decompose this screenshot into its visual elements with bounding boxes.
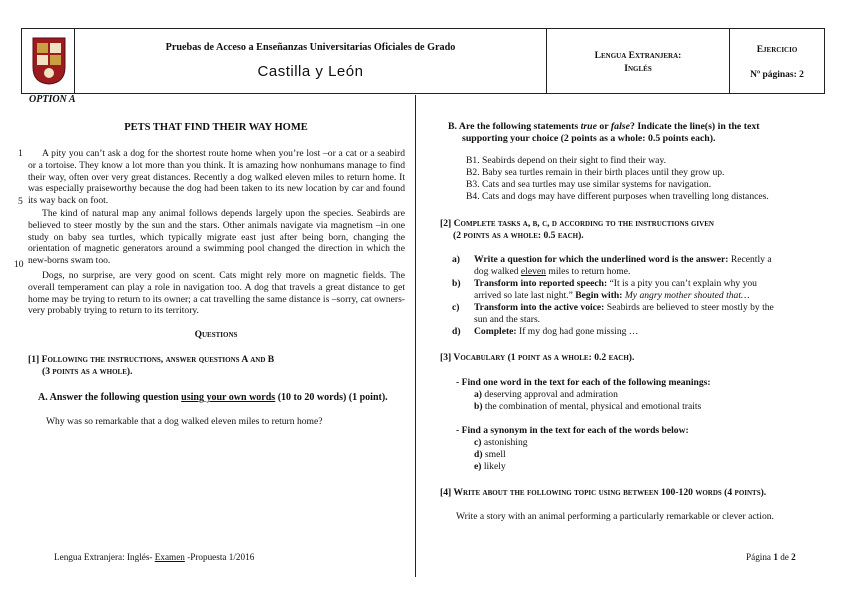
page-number: 1 xyxy=(773,552,778,562)
q3-title: Vocabulary (1 point as a whole: 0.2 each). xyxy=(453,352,635,363)
vocab-e-text: likely xyxy=(481,461,506,472)
task-d xyxy=(452,326,639,338)
task-c xyxy=(452,302,774,314)
task-a-post: miles to return home. xyxy=(545,266,631,277)
university-crest-icon xyxy=(32,37,66,85)
task-c-text1: Seabirds are believed to steer mostly by the xyxy=(604,302,774,313)
qa-suffix: (10 to 20 words) (1 point). xyxy=(275,392,388,403)
task-b xyxy=(452,278,757,290)
task-b-label: b) xyxy=(452,278,461,289)
qb-true: true xyxy=(580,121,597,132)
exam-title: Pruebas de Acceso a Enseñanzas Universitarias Oficiales de Grado xyxy=(165,42,456,53)
q2-instructions: Complete tasks a, b, c, d according to the instructions given xyxy=(453,218,714,229)
page-total: 2 xyxy=(791,552,796,562)
task-b-line2 xyxy=(474,290,750,302)
q1-number: [1] xyxy=(28,354,40,365)
qa-underlined: using your own words xyxy=(181,392,276,403)
subject-line2: Inglés xyxy=(624,64,652,74)
page-indicator xyxy=(746,552,796,564)
qb-rest: ? Indicate the line(s) in the text xyxy=(629,121,760,132)
vocab-e xyxy=(474,461,506,473)
vocab-a-text: deserving approval and admiration xyxy=(482,389,618,400)
q2-heading xyxy=(440,218,714,230)
footer-left xyxy=(54,552,254,564)
statement-b3: B3. Cats and sea turtles may use similar systems for navigation. xyxy=(466,179,712,190)
footer-proposal: -Propuesta 1/2016 xyxy=(184,552,255,562)
vocab-c-text: astonishing xyxy=(481,437,528,448)
statement-b2: B2. Baby sea turtles remain in their birth places until they grow up. xyxy=(466,167,725,178)
vocab-d xyxy=(474,449,506,461)
q1-instructions: Following the instructions, answer questions A and B xyxy=(41,354,275,365)
vocab-synonyms-heading: - Find a synonym in the text for each of the words below: xyxy=(456,425,689,436)
vocab-c xyxy=(474,437,528,449)
task-b-italic: My angry mother shouted that… xyxy=(622,290,750,301)
task-a-line2 xyxy=(474,266,630,278)
task-d-label: d) xyxy=(452,326,461,337)
task-a-pre: dog walked xyxy=(474,266,521,277)
vocab-meanings-heading: - Find one word in the text for each of the following meanings: xyxy=(456,377,711,388)
vocab-c-label: c) xyxy=(474,437,482,448)
vocab-b-text: the combination of mental, physical and emotional traits xyxy=(482,401,702,412)
task-a xyxy=(452,254,812,266)
q4-number: [4] xyxy=(440,487,452,498)
page-count: Nº páginas: 2 xyxy=(750,70,804,80)
question-a xyxy=(38,392,388,404)
task-c-label: c) xyxy=(452,302,460,313)
reading-title: PETS THAT FIND THEIR WAY HOME xyxy=(124,122,308,133)
q4-text: Write a story with an animal performing a particularly remarkable or clever action. xyxy=(456,511,774,522)
task-d-instruction: Complete: xyxy=(474,326,517,337)
footer-subject: Lengua Extranjera: Inglés- xyxy=(54,552,155,562)
vocab-d-label: d) xyxy=(474,449,483,460)
statement-b4: B4. Cats and dogs may have different purposes when travelling long distances. xyxy=(466,191,769,202)
q1-points: (3 points as a whole). xyxy=(42,366,133,377)
q4-heading xyxy=(440,487,766,499)
task-d-text: If my dog had gone missing … xyxy=(516,326,639,337)
task-a-instruction: Write a question for which the underlined word is the answer: xyxy=(474,254,729,265)
subject-cell xyxy=(547,29,730,93)
qb-prefix: B. Are the following statements xyxy=(448,121,581,132)
line-number: 10 xyxy=(14,259,24,270)
task-b-begin: Begin with: xyxy=(572,290,623,301)
task-b-text1: “It is a pity you can’t explain why you xyxy=(607,278,757,289)
q2-number: [2] xyxy=(440,218,452,229)
logo-cell xyxy=(22,29,75,93)
qa-prefix: A. Answer the following question xyxy=(38,392,182,403)
task-a-underlined: eleven xyxy=(520,266,546,277)
paragraph-1: A pity you can’t ask a dog for the shortest route home when you’re lost –or a cat or a seabird or a tortoise. They know a lot more than you think. It is amazing how nonhumans manage to find their way, often over very great distances. Recently a dog walked eleven miles to return home. It was especially praiseworthy because the dog had been taken to its new location by car and found its way back on foot. xyxy=(28,148,405,207)
exercise-label: Ejercicio xyxy=(756,45,798,55)
q1-heading xyxy=(28,354,274,366)
task-b-text2: arrived so late last night.” xyxy=(474,290,573,301)
option-label: OPTION A xyxy=(29,94,76,105)
task-a-text1: Recently a xyxy=(728,254,772,265)
q2-points: (2 points as a whole: 0.5 each). xyxy=(453,230,584,241)
subject-line1: Lengua Extranjera: xyxy=(594,51,682,61)
paragraph-2: The kind of natural map any animal follows depends largely upon the species. Seabirds are believed to steer mostly by the sun and the stars. Other animals navigate via magnetism –in one study on baby sea turtles, which typically migrate east just after being born, changing the orientation of magnetic generators around a swimming pool changed the direction in which the new-borns swam too. xyxy=(28,208,405,267)
q3-heading xyxy=(440,352,634,364)
task-a-label: a) xyxy=(452,254,460,265)
task-c-line2: sun and the stars. xyxy=(474,314,541,325)
vocab-a-label: a) xyxy=(474,389,482,400)
exercise-cell xyxy=(730,29,824,93)
page-word: Página xyxy=(746,552,774,562)
subject xyxy=(547,50,729,76)
qb-false: false xyxy=(610,121,630,132)
question-b xyxy=(448,121,760,133)
task-b-instruction: Transform into reported speech: xyxy=(474,278,608,289)
task-c-instruction: Transform into the active voice: xyxy=(474,302,605,313)
vocab-e-label: e) xyxy=(474,461,482,472)
line-number: 5 xyxy=(18,196,23,207)
question-a-text: Why was so remarkable that a dog walked eleven miles to return home? xyxy=(46,416,323,427)
paragraph-3: Dogs, no surprise, are very good on scent. Cats might rely more on magnetic fields. The overall temperament can play a role in navigation too. A dog that travels a great distance to get home may be trying to return to its owner; a cat travelling the same distance is –sorry, cat owners- very probably trying to return to its territory. xyxy=(28,270,405,317)
q3-number: [3] xyxy=(440,352,452,363)
page-of: de xyxy=(777,552,792,562)
region-name: Castilla y León xyxy=(257,63,364,80)
question-b-line2: supporting your choice (2 points as a whole: 0.5 points each). xyxy=(462,133,716,144)
footer-exam: Examen xyxy=(154,552,185,562)
exam-header xyxy=(21,28,825,94)
vocab-b-label: b) xyxy=(474,401,483,412)
qb-or: or xyxy=(596,121,611,132)
questions-heading: Questions xyxy=(194,330,238,340)
title-cell xyxy=(75,29,547,93)
column-divider xyxy=(415,95,416,577)
vocab-b xyxy=(474,401,701,413)
vocab-a xyxy=(474,389,618,401)
line-number: 1 xyxy=(18,148,23,159)
vocab-d-text: smell xyxy=(482,449,506,460)
q4-title: Write about the following topic using between 100-120 words (4 points). xyxy=(453,487,767,498)
statement-b1: B1. Seabirds depend on their sight to find their way. xyxy=(466,155,667,166)
